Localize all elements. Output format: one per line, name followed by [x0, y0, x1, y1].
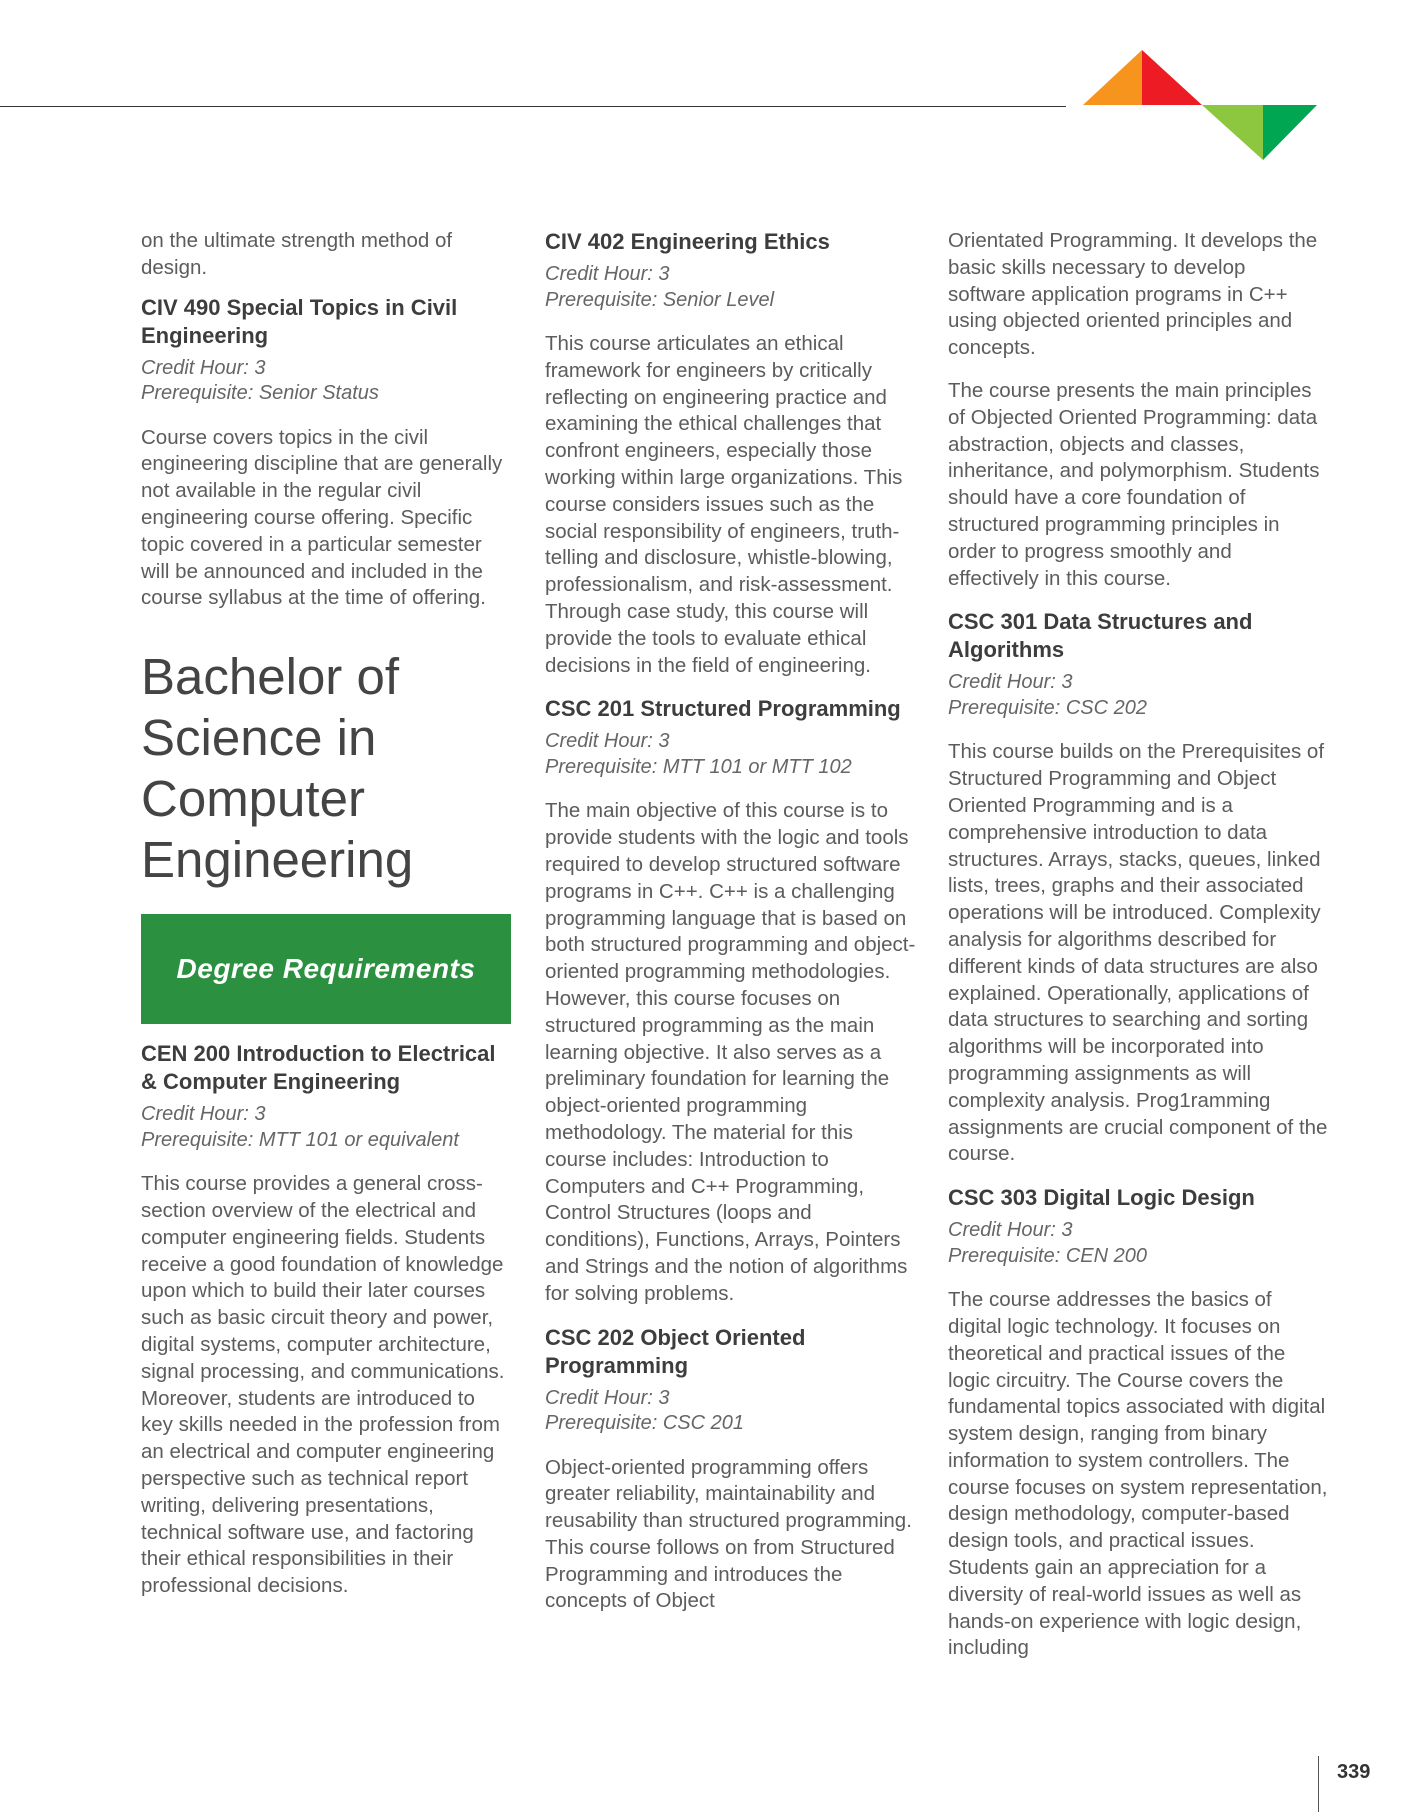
course-description: The main objective of this course is to provide students with the logic and tools required to develop structured software programs in C++. C++ is a challenging programming language that is based on both structured programming and object-oriented programming methodologies. However, this course focuses on structured programming as the main learning objective. It also serves as a preliminary foundation for learning the object-oriented programming methodology. The material for this course includes: Introduction to Computers and C++ Programming, Control Structures (loops and conditions), Functions, Arrays, Pointers and Strings and the notion of algorithms for solving problems.	[545, 799, 916, 1305]
course-csc201	[545, 695, 920, 1307]
course-civ402	[545, 228, 920, 679]
course-description: This course builds on the Prerequisites of Structured Programming and Object Oriented Programming and is a comprehensive introduction to data structures. Arrays, stacks, queues, linked lists, trees, graphs and their associated operations will be introduced. Complexity analysis for algorithms described for different kinds of data structures are also explained. Operationally, applications of data structures to searching and sorting algorithms will be incorporated into programming assignments as will complexity analysis. Prog1ramming assignments are crucial component of the course.	[948, 740, 1328, 1166]
credit-hour: Credit Hour: 3	[948, 1219, 1073, 1242]
credit-hour: Credit Hour: 3	[141, 1103, 266, 1126]
credit-hour: Credit Hour: 3	[948, 671, 1073, 694]
course-meta	[545, 262, 920, 313]
prerequisite: Prerequisite: Senior Status	[141, 382, 379, 405]
degree-requirements-banner	[141, 914, 511, 1024]
prerequisite: Prerequisite: MTT 101 or MTT 102	[545, 755, 852, 778]
logo-orange-triangle	[1083, 50, 1142, 105]
course-description: The course addresses the basics of digital logic technology. It focuses on theoretical and practical issues of the logic circuitry. The Course covers the fundamental topics associated with digital system design, ranging from binary information to system controllers. The course focuses on system representation, design methodology, computer-based design tools, and practical issues. Students gain an appreciation for a diversity of real-world issues as well as hands-on experience with logic design, including	[948, 1288, 1328, 1660]
course-title: CSC 201 Structured Programming	[545, 696, 901, 722]
course-csc303	[948, 1184, 1328, 1662]
credit-hour: Credit Hour: 3	[545, 1386, 670, 1409]
column-2	[545, 228, 920, 1631]
credit-hour: Credit Hour: 3	[545, 730, 670, 753]
course-meta	[141, 1102, 511, 1153]
page-number: 339	[1337, 1761, 1371, 1783]
degree-requirements-label: Degree Requirements	[176, 953, 476, 985]
logo-green-triangle	[1263, 105, 1317, 160]
course-csc202	[545, 1324, 920, 1616]
continued-text: The course presents the main principles of Objected Oriented Programming: data abstraction, objects and classes, inheritance, and polymorphism. Students should have a core foundation of structured programming principles in order to progress smoothly and effectively in this course.	[948, 378, 1320, 590]
logo-red-triangle	[1142, 50, 1202, 105]
course-title: CIV 490 Special Topics in Civil Engineering	[141, 294, 458, 348]
course-meta	[545, 1386, 920, 1437]
course-description: This course articulates an ethical framework for engineers by critically reflecting on engineering practice and examining the ethical challenges that confront engineers, especially those working within large organizations. This course considers issues such as the social responsibility of engineers, truth-telling and disclosure, whistle-blowing, professionalism, and risk-assessment. Through case study, this course will provide the tools to evaluate ethical decisions in the field of engineering.	[545, 332, 903, 677]
course-meta	[948, 670, 1328, 721]
course-cen200	[141, 1040, 511, 1600]
course-title: CSC 202 Object Oriented Programming	[545, 1324, 806, 1378]
column-3	[948, 228, 1328, 1678]
credit-hour: Credit Hour: 3	[141, 356, 266, 379]
header-rule	[0, 106, 1066, 107]
credit-hour: Credit Hour: 3	[545, 263, 670, 285]
course-description: Object-oriented programming offers greater reliability, maintainability and reusability than structured programming. This course follows on from Structured Programming and introduces the concepts of Object	[545, 1455, 912, 1613]
course-meta	[545, 729, 920, 780]
prerequisite: Prerequisite: Senior Level	[545, 288, 775, 311]
column-1	[141, 228, 511, 1616]
program-title: Bachelor of Science in Computer Engineering	[141, 648, 414, 889]
course-title: CSC 301 Data Structures and Algorithms	[948, 609, 1253, 663]
course-title: CEN 200 Introduction to Electrical & Computer Engineering	[141, 1041, 496, 1095]
footer-rule	[1318, 1756, 1319, 1812]
course-meta	[948, 1218, 1328, 1269]
prerequisite: Prerequisite: CSC 201	[545, 1412, 744, 1434]
continued-text: on the ultimate strength method of design.	[141, 229, 453, 279]
course-csc301	[948, 608, 1328, 1168]
continued-text: Orientated Programming. It develops the basic skills necessary to develop software application programs in C++ using objected oriented principles and concepts.	[948, 229, 1318, 360]
course-title: CSC 303 Digital Logic Design	[948, 1185, 1255, 1211]
prerequisite: Prerequisite: CSC 202	[948, 696, 1147, 719]
course-meta	[141, 356, 511, 407]
course-civ490	[141, 294, 511, 613]
prerequisite: Prerequisite: CEN 200	[948, 1244, 1147, 1267]
logo-lightgreen-triangle	[1202, 105, 1263, 160]
triangle-logo-icon	[1080, 48, 1320, 164]
prerequisite: Prerequisite: MTT 101 or equivalent	[141, 1128, 459, 1151]
course-description: This course provides a general cross-section overview of the electrical and computer engineering fields. Students receive a good foundation of knowledge upon which to build their later courses such as basic circuit theory and power, digital systems, computer architecture, signal processing, and communications. Moreover, students are introduced to key skills needed in the profession from an electrical and computer engineering perspective such as technical report writing, delivering presentations, technical software use, and factoring their ethical responsibilities in their professional decisions.	[141, 1172, 505, 1598]
course-title: CIV 402 Engineering Ethics	[545, 229, 830, 254]
course-description: Course covers topics in the civil engineering discipline that are generally not available in the regular civil engineering course offering. Specific topic covered in a particular semester will be announced and included in the course syllabus at the time of offering.	[141, 425, 503, 610]
